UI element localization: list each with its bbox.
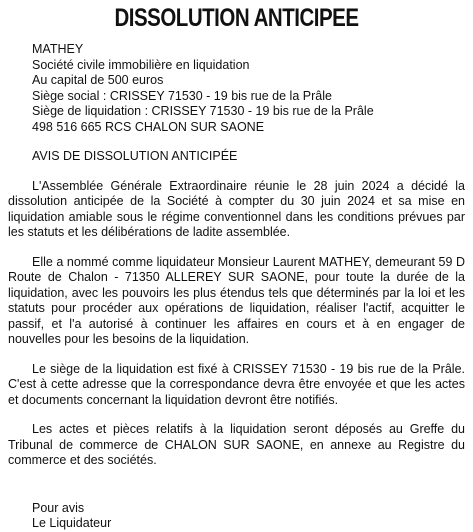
registered-office: Siège social : CRISSEY 71530 - 19 bis rue de la Prâle [32,88,332,103]
signature-block [32,501,465,532]
company-name: MATHEY [32,42,84,56]
notice-title: DISSOLUTION ANTICIPEE [114,4,359,32]
paragraph-liquidation-seat: Le siège de la liquidation est fixé à CRISSEY 71530 - 19 bis rue de la Prâle. C'est à cette adresse que la correspondance devra être envoyée et que les actes et documents concernant la liquidation devront être notifiés. [8,361,465,407]
company-form: Société civile immobilière en liquidation [32,57,250,72]
rcs-number: 498 516 665 RCS CHALON SUR SAONE [32,119,265,134]
notice-heading: AVIS DE DISSOLUTION ANTICIPÉE [32,149,238,163]
signature-signer: Le Liquidateur [32,516,112,530]
paragraph-filing: Les actes et pièces relatifs à la liquidation seront déposés au Greffe du Tribunal de commerce de CHALON SUR SAONE, en annexe au Registre du commerce et des sociétés. [8,422,465,467]
company-identity-block [32,42,465,135]
paragraph-liquidator: Elle a nommé comme liquidateur Monsieur Laurent MATHEY, demeurant 59 D Route de Chalon - 71350 ALLEREY SUR SAONE, pour toute la durée de la liquidation, avec les pouvoirs les plus étendus tels que déterminés par la loi et les statuts pour procéder aux opérations de liquidation, réaliser l'actif, acquitter le passif, et l'a autorisé à continuer les affaires en cours et à en engager de nouvelles pour les besoins de la liquidation. [8,254,465,346]
liquidation-office: Siège de liquidation : CRISSEY 71530 - 19 bis rue de la Prâle [32,104,374,118]
signature-closing: Pour avis [32,500,85,515]
company-capital: Au capital de 500 euros [32,73,164,87]
paragraph-dissolution: L'Assemblée Générale Extraordinaire réunie le 28 juin 2024 a décidé la dissolution anticipée de la Société à compter du 30 juin 2024 et sa mise en liquidation amiable sous le régime conventionnel dans les conditions prévues par les statuts et les délibérations de ladite assemblée. [8,178,465,239]
